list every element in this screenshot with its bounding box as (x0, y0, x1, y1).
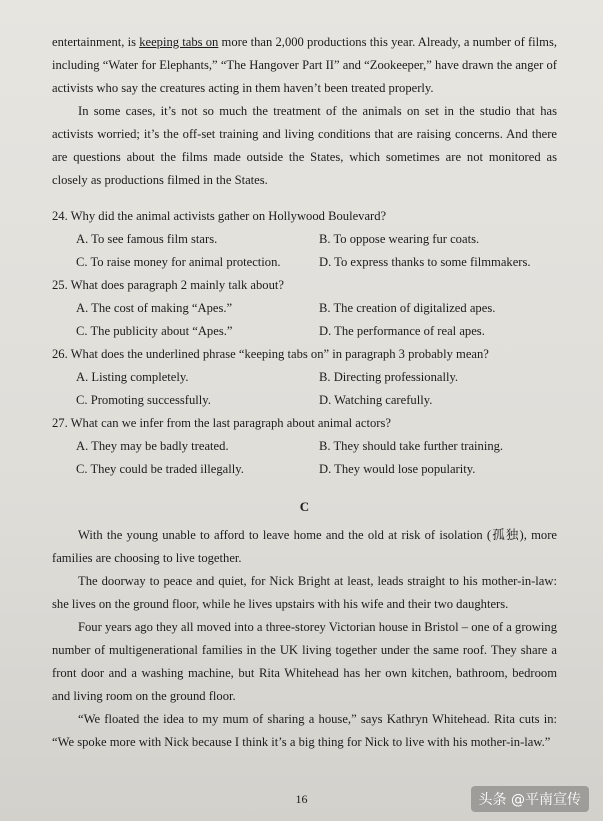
option-c: C. The publicity about “Apes.” (76, 324, 233, 338)
text-before-underline: entertainment, is (52, 35, 140, 49)
option-d: D. To express thanks to some filmmakers. (319, 255, 531, 269)
passage-b-paragraph-3 (52, 31, 557, 100)
section-c-paragraph-4: “We floated the idea to my mum of sharing a house,” says Kathryn Whitehead. Rita cuts in: “We spoke more with Nick because I think it’s a big thing for Nick to live with his mother-in-law.” (52, 712, 557, 749)
question-stem: 25. What does paragraph 2 mainly talk about? (52, 278, 284, 292)
option-c: C. They could be traded illegally. (76, 462, 244, 476)
option-b: B. They should take further training. (319, 439, 504, 453)
option-a: A. To see famous film stars. (76, 232, 218, 246)
section-c-paragraph-1: With the young unable to afford to leave home and the old at risk of isolation (孤独), more families are choosing to live together. (52, 528, 557, 565)
option-d: D. Watching carefully. (319, 393, 433, 407)
option-d: D. They would lose popularity. (319, 462, 476, 476)
question-27 (52, 412, 557, 481)
option-b: B. The creation of digitalized apes. (319, 301, 496, 315)
question-stem: 27. What can we infer from the last paragraph about animal actors? (52, 416, 391, 430)
option-b: B. Directing professionally. (319, 370, 459, 384)
underlined-phrase: keeping tabs on (139, 35, 219, 49)
option-a: A. Listing completely. (76, 370, 189, 384)
question-stem: 26. What does the underlined phrase “keeping tabs on” in paragraph 3 probably mean? (52, 347, 489, 361)
text-after-underline: more than 2,000 productions this year. Already, a number of films, including “Water for Elephants,” “The Hangover Part II” and “Zookeeper,” have drawn the anger of activists who say the creatures acting in them haven’t been treated properly. (52, 35, 557, 95)
page-number: 16 (295, 792, 308, 806)
section-c-paragraph-2: The doorway to peace and quiet, for Nick Bright at least, leads straight to his mother-in-law: she lives on the ground floor, while he lives upstairs with his wife and their two daughters. (52, 574, 557, 611)
option-a: A. They may be badly treated. (76, 439, 229, 453)
section-c-paragraph-3: Four years ago they all moved into a three-storey Victorian house in Bristol – one of a growing number of multigenerational families in the UK living together under the same roof. They share a front door and a washing machine, but Rita Whitehead has her own kitchen, bathroom, bedroom and living room on the ground floor. (52, 620, 557, 703)
question-26 (52, 343, 557, 412)
section-heading: C (299, 499, 310, 514)
option-b: B. To oppose wearing fur coats. (319, 232, 480, 246)
question-24 (52, 205, 557, 274)
option-d: D. The performance of real apes. (319, 324, 485, 338)
passage-b-paragraph-4: In some cases, it’s not so much the treatment of the animals on set in the studio that has activists worried; it’s the off-set training and living conditions that are raising concerns. And there are questions about the films made outside the States, which sometimes are not monitored as closely as productions filmed in the States. (52, 104, 557, 187)
question-stem: 24. Why did the animal activists gather on Hollywood Boulevard? (52, 209, 387, 223)
watermark: 头条 @平南宣传 (471, 786, 589, 812)
question-25 (52, 274, 557, 343)
option-a: A. The cost of making “Apes.” (76, 301, 233, 315)
option-c: C. Promoting successfully. (76, 393, 211, 407)
option-c: C. To raise money for animal protection. (76, 255, 281, 269)
